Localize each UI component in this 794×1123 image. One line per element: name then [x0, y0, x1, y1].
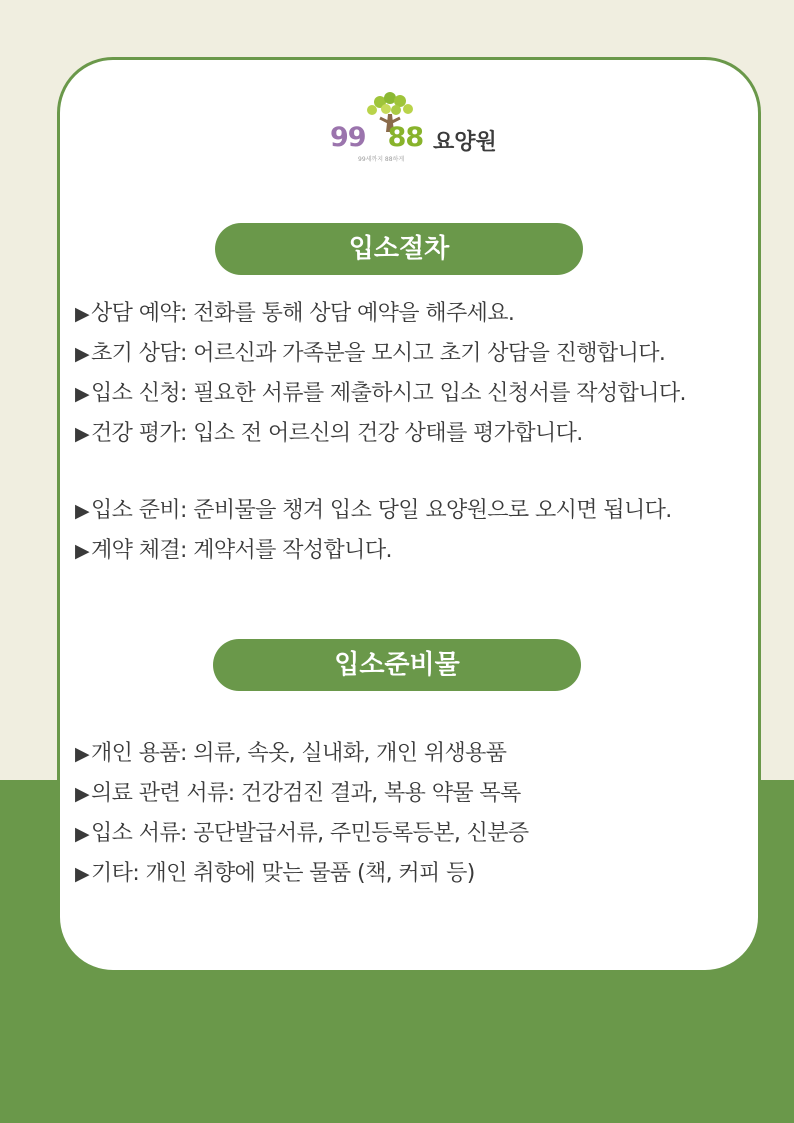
- procedure-item: ▶건강 평가: 입소 전 어르신의 건강 상태를 평가합니다.: [75, 421, 583, 446]
- supplies-item: ▶개인 용품: 의류, 속옷, 실내화, 개인 위생용품: [75, 741, 507, 766]
- supplies-item: ▶기타: 개인 취향에 맞는 물품 (책, 커피 등): [75, 861, 475, 886]
- procedure-item: ▶입소 신청: 필요한 서류를 제출하시고 입소 신청서를 작성합니다.: [75, 381, 686, 406]
- supplies-item: ▶입소 서류: 공단발급서류, 주민등록등본, 신분증: [75, 821, 529, 846]
- logo-name: 요양원: [433, 130, 497, 155]
- section-title-admission-supplies: 입소준비물: [213, 639, 581, 691]
- procedure-item: ▶상담 예약: 전화를 통해 상담 예약을 해주세요.: [75, 301, 515, 326]
- logo-numbers: 99 88: [330, 122, 424, 153]
- supplies-item: ▶의료 관련 서류: 건강검진 결과, 복용 약물 목록: [75, 781, 521, 806]
- section-title-admission-procedure: 입소절차: [215, 223, 583, 275]
- procedure-item: ▶입소 준비: 준비물을 챙겨 입소 당일 요양원으로 오시면 됩니다.: [75, 498, 672, 523]
- logo-tagline: 99세까지 88하게: [358, 156, 405, 163]
- procedure-item: ▶계약 체결: 계약서를 작성합니다.: [75, 538, 392, 563]
- logo: [330, 92, 510, 170]
- procedure-item: ▶초기 상담: 어르신과 가족분을 모시고 초기 상담을 진행합니다.: [75, 341, 666, 366]
